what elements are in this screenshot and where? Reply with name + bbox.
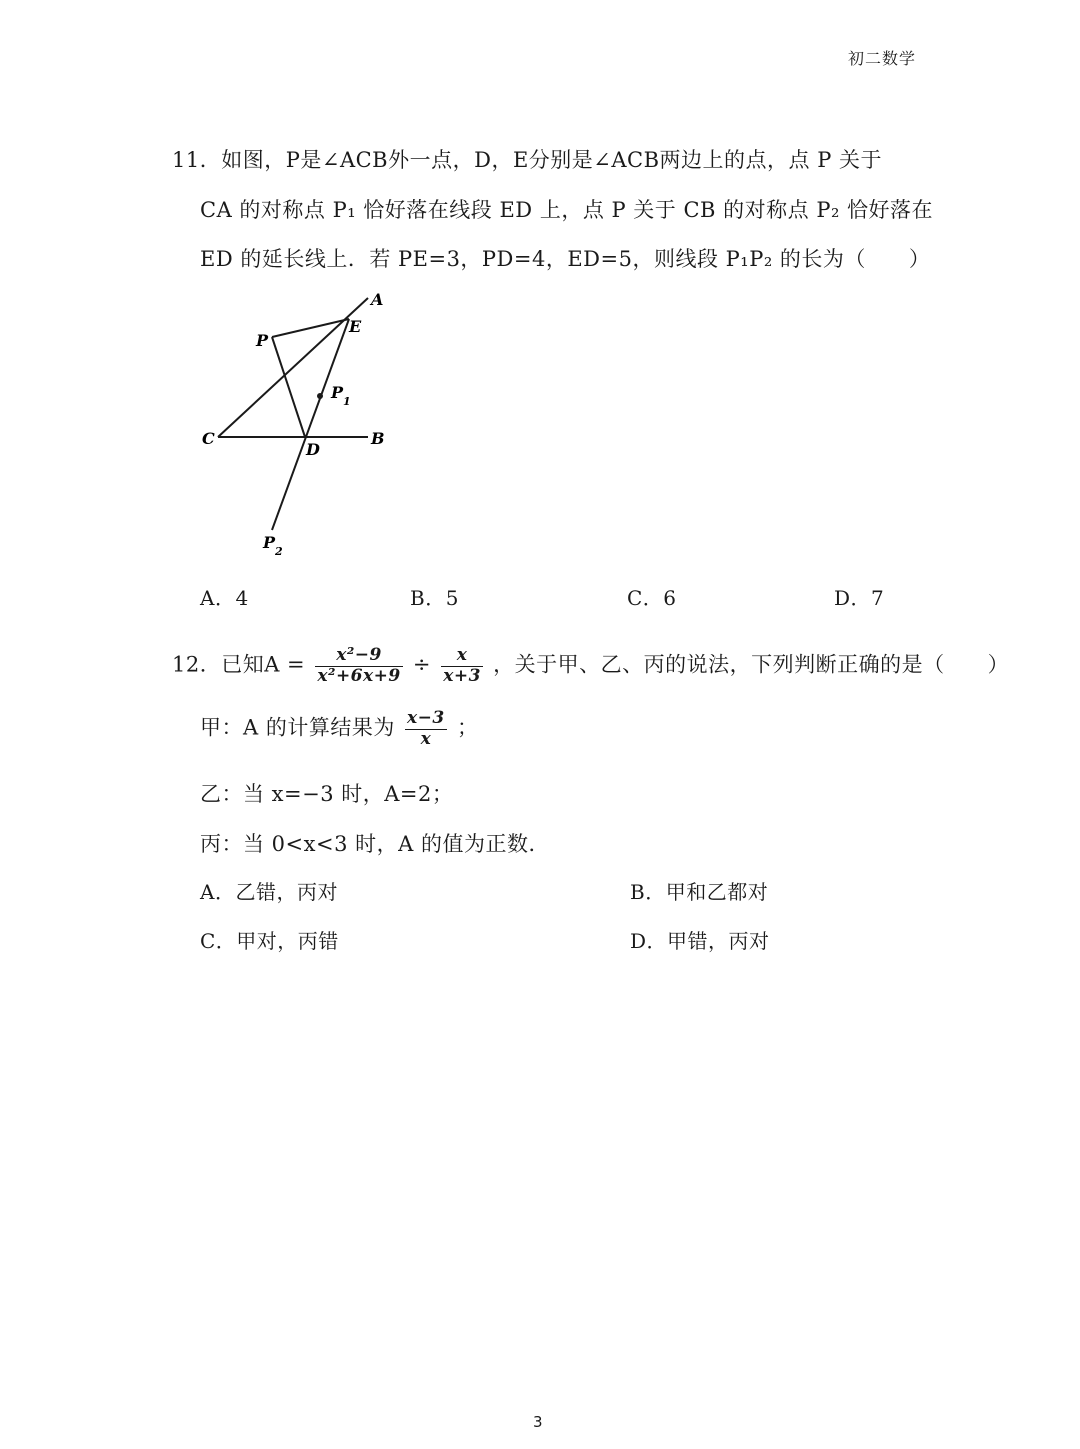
q12-jia-suffix: ； bbox=[456, 715, 479, 740]
segment-PE bbox=[272, 319, 349, 337]
page-header-subject: 初二数学 bbox=[848, 49, 917, 68]
q12-option-a[interactable]: A．乙错，丙对 bbox=[200, 880, 338, 904]
q11-option-a[interactable]: A．4 bbox=[200, 586, 249, 610]
label-P2-subscript: 2 bbox=[275, 545, 283, 558]
label-B: B bbox=[371, 429, 385, 448]
q11-line-2: CA 的对称点 P₁ 恰好落在线段 ED 上，点 P 关于 CB 的对称点 P₂ 恰好落在 bbox=[200, 198, 934, 222]
q12-fraction-2 bbox=[441, 646, 483, 686]
q12-prefix: 12．已知A = bbox=[172, 652, 306, 677]
q12-statement-jia bbox=[200, 709, 478, 749]
q12-option-b[interactable]: B．甲和乙都对 bbox=[630, 880, 769, 904]
q12-fraction-1-numerator: x²−9 bbox=[315, 646, 402, 667]
q12-fraction-2-numerator: x bbox=[441, 646, 483, 667]
label-A: A bbox=[371, 290, 384, 309]
q11-line-3: ED 的延长线上．若 PE=3，PD=4，ED=5，则线段 P₁P₂ 的长为（ ） bbox=[200, 247, 931, 271]
label-E: E bbox=[349, 317, 362, 336]
q12-fraction-1-denominator: x²+6x+9 bbox=[317, 665, 401, 686]
q12-statement-yi: 乙：当 x=−3 时，A=2； bbox=[200, 782, 454, 806]
q12-jia-prefix: 甲：A 的计算结果为 bbox=[200, 715, 395, 740]
q12-fraction-2-denominator: x+3 bbox=[443, 665, 481, 686]
q12-option-c[interactable]: C．甲对，丙错 bbox=[200, 929, 339, 953]
q12-jia-fraction-denominator: x bbox=[420, 728, 432, 749]
label-P: P bbox=[256, 331, 269, 350]
point-P1 bbox=[317, 393, 323, 399]
label-D: D bbox=[306, 440, 320, 459]
q12-stem bbox=[172, 646, 1009, 686]
q12-suffix: ，关于甲、乙、丙的说法，下列判断正确的是（ ） bbox=[493, 652, 1010, 677]
q11-line-1: 11．如图，P是∠ACB外一点，D，E分别是∠ACB两边上的点，点 P 关于 bbox=[172, 148, 883, 172]
q12-option-d[interactable]: D．甲错，丙对 bbox=[630, 929, 770, 953]
q11-option-b[interactable]: B．5 bbox=[410, 586, 459, 610]
q11-option-c[interactable]: C．6 bbox=[627, 586, 677, 610]
q11-geometry-figure bbox=[0, 0, 1080, 620]
q12-statement-bing: 丙：当 0<x<3 时，A 的值为正数． bbox=[200, 832, 550, 856]
label-P1-subscript: 1 bbox=[343, 395, 351, 408]
q12-jia-fraction-numerator: x−3 bbox=[407, 708, 445, 728]
q12-jia-fraction bbox=[405, 709, 447, 749]
q11-option-d[interactable]: D．7 bbox=[834, 586, 885, 610]
label-P2: P bbox=[263, 533, 276, 552]
segment-PD bbox=[272, 337, 305, 437]
label-P1: P bbox=[331, 383, 344, 402]
page-number: 3 bbox=[533, 1413, 543, 1431]
q12-fraction-1 bbox=[315, 646, 402, 686]
label-C: C bbox=[202, 429, 215, 448]
q12-divide-sign: ÷ bbox=[412, 652, 432, 677]
